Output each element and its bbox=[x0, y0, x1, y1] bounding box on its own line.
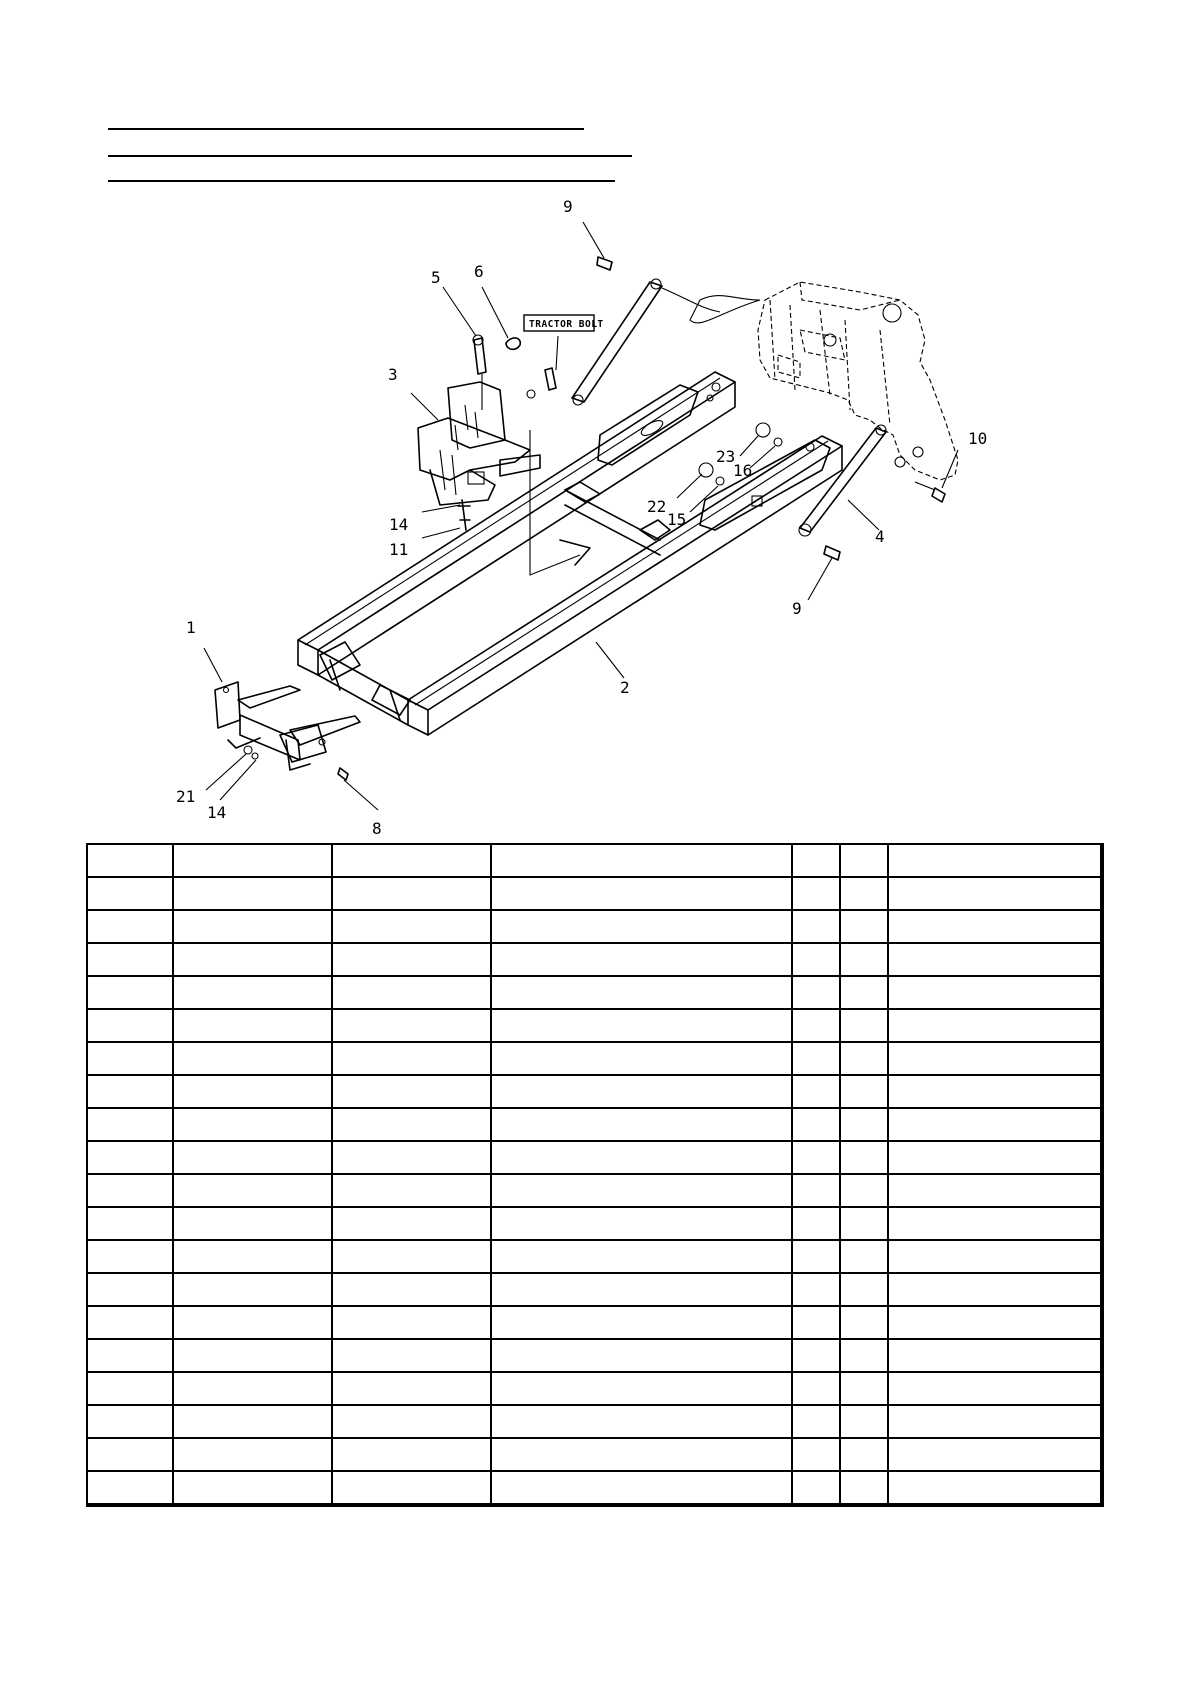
table-cell bbox=[332, 1141, 491, 1174]
table-cell bbox=[87, 1042, 173, 1075]
table-cell bbox=[332, 976, 491, 1009]
table-cell bbox=[792, 877, 840, 910]
callout-14-upper: 14 bbox=[389, 515, 409, 534]
table-cell bbox=[173, 1042, 332, 1075]
table-cell bbox=[840, 1273, 888, 1306]
table-cell bbox=[491, 1471, 792, 1505]
table-cell bbox=[491, 1141, 792, 1174]
table-cell bbox=[173, 877, 332, 910]
table-cell bbox=[792, 1372, 840, 1405]
table-cell bbox=[332, 910, 491, 943]
callout-3: 3 bbox=[388, 365, 398, 384]
assembly-arrow bbox=[530, 430, 590, 575]
table-cell bbox=[87, 1471, 173, 1505]
table-cell bbox=[840, 877, 888, 910]
table-cell bbox=[491, 1075, 792, 1108]
table-cell bbox=[87, 943, 173, 976]
table-cell bbox=[87, 1141, 173, 1174]
table-row bbox=[87, 976, 1102, 1009]
table-cell bbox=[87, 1273, 173, 1306]
table-cell bbox=[888, 1009, 1102, 1042]
table-cell bbox=[87, 877, 173, 910]
table-cell bbox=[888, 1339, 1102, 1372]
table-cell bbox=[491, 877, 792, 910]
table-cell bbox=[173, 943, 332, 976]
main-frame bbox=[298, 372, 842, 735]
tractor-bolt-tag-label: TRACTOR BOLT bbox=[529, 319, 604, 330]
table-cell bbox=[792, 1405, 840, 1438]
table-cell bbox=[332, 1207, 491, 1240]
table-cell bbox=[888, 1108, 1102, 1141]
table-cell bbox=[173, 1141, 332, 1174]
table-cell bbox=[792, 910, 840, 943]
table-cell bbox=[332, 1471, 491, 1505]
table-row bbox=[87, 1108, 1102, 1141]
table-cell bbox=[840, 1339, 888, 1372]
table-row bbox=[87, 1207, 1102, 1240]
table-cell bbox=[840, 910, 888, 943]
table-cell bbox=[173, 1075, 332, 1108]
table-cell bbox=[888, 877, 1102, 910]
table-cell bbox=[491, 1009, 792, 1042]
table-cell bbox=[491, 1438, 792, 1471]
table-cell bbox=[332, 1339, 491, 1372]
leader-lines bbox=[204, 222, 958, 810]
table-cell bbox=[332, 877, 491, 910]
table-row bbox=[87, 1339, 1102, 1372]
table-row bbox=[87, 1075, 1102, 1108]
callout-11: 11 bbox=[389, 540, 409, 559]
table-cell bbox=[840, 1207, 888, 1240]
table-cell bbox=[840, 1372, 888, 1405]
callout-6: 6 bbox=[474, 262, 484, 281]
table-cell bbox=[840, 1306, 888, 1339]
table-cell bbox=[491, 1339, 792, 1372]
table-cell bbox=[332, 1042, 491, 1075]
callout-23: 23 bbox=[716, 447, 736, 466]
table-cell bbox=[888, 1075, 1102, 1108]
table-cell bbox=[87, 1009, 173, 1042]
pin-10 bbox=[915, 482, 945, 502]
table-cell bbox=[87, 1306, 173, 1339]
callout-15: 15 bbox=[667, 510, 687, 529]
table-cell bbox=[87, 1075, 173, 1108]
table-cell bbox=[173, 1108, 332, 1141]
table-cell bbox=[173, 1372, 332, 1405]
callout-22: 22 bbox=[647, 497, 667, 516]
parts-list-body bbox=[87, 844, 1102, 1505]
table-cell bbox=[840, 1042, 888, 1075]
table-cell bbox=[888, 943, 1102, 976]
table-cell bbox=[173, 1009, 332, 1042]
table-cell bbox=[840, 943, 888, 976]
table-cell bbox=[173, 1471, 332, 1505]
table-cell bbox=[792, 976, 840, 1009]
table-cell bbox=[792, 844, 840, 877]
table-cell bbox=[792, 1042, 840, 1075]
table-cell bbox=[792, 1273, 840, 1306]
callout-2: 2 bbox=[620, 678, 630, 697]
table-cell bbox=[840, 1009, 888, 1042]
table-cell bbox=[332, 1009, 491, 1042]
table-row bbox=[87, 844, 1102, 877]
table-cell bbox=[87, 1339, 173, 1372]
table-cell bbox=[888, 1273, 1102, 1306]
table-cell bbox=[792, 1240, 840, 1273]
table-cell bbox=[840, 1141, 888, 1174]
pin-top bbox=[597, 257, 612, 270]
table-cell bbox=[173, 1339, 332, 1372]
table-cell bbox=[792, 1075, 840, 1108]
table-cell bbox=[332, 943, 491, 976]
table-row bbox=[87, 1042, 1102, 1075]
table-cell bbox=[491, 1306, 792, 1339]
pin-and-clip bbox=[473, 335, 520, 410]
table-cell bbox=[792, 1207, 840, 1240]
table-cell bbox=[840, 1438, 888, 1471]
front-receiver bbox=[215, 682, 360, 770]
table-row bbox=[87, 1174, 1102, 1207]
table-cell bbox=[888, 1306, 1102, 1339]
table-cell bbox=[87, 1207, 173, 1240]
table-cell bbox=[792, 1009, 840, 1042]
table-cell bbox=[173, 976, 332, 1009]
table-cell bbox=[332, 1075, 491, 1108]
callout-14-lower: 14 bbox=[207, 803, 227, 822]
table-cell bbox=[491, 943, 792, 976]
table-row bbox=[87, 1372, 1102, 1405]
table-cell bbox=[491, 844, 792, 877]
table-cell bbox=[87, 910, 173, 943]
table-cell bbox=[840, 1174, 888, 1207]
table-cell bbox=[491, 1207, 792, 1240]
callout-9-top: 9 bbox=[563, 197, 573, 216]
callout-4: 4 bbox=[875, 527, 885, 546]
table-cell bbox=[87, 1174, 173, 1207]
table-cell bbox=[332, 1240, 491, 1273]
table-cell bbox=[173, 1273, 332, 1306]
table-cell bbox=[332, 844, 491, 877]
table-cell bbox=[888, 1405, 1102, 1438]
table-cell bbox=[87, 1438, 173, 1471]
hitch-bracket bbox=[418, 382, 540, 505]
callout-1: 1 bbox=[186, 618, 196, 637]
table-cell bbox=[888, 1141, 1102, 1174]
table-cell bbox=[87, 976, 173, 1009]
table-row bbox=[87, 1471, 1102, 1505]
table-row bbox=[87, 877, 1102, 910]
table-cell bbox=[888, 910, 1102, 943]
table-row bbox=[87, 1306, 1102, 1339]
table-cell bbox=[87, 1240, 173, 1273]
table-cell bbox=[792, 1306, 840, 1339]
callout-21: 21 bbox=[176, 787, 196, 806]
table-cell bbox=[792, 1339, 840, 1372]
table-cell bbox=[332, 1306, 491, 1339]
table-row bbox=[87, 1141, 1102, 1174]
table-cell bbox=[491, 1108, 792, 1141]
table-cell bbox=[173, 1240, 332, 1273]
table-cell bbox=[87, 1405, 173, 1438]
table-cell bbox=[792, 943, 840, 976]
table-cell bbox=[173, 1405, 332, 1438]
table-cell bbox=[87, 1108, 173, 1141]
table-cell bbox=[87, 1372, 173, 1405]
table-row bbox=[87, 1240, 1102, 1273]
table-cell bbox=[332, 1108, 491, 1141]
table-cell bbox=[87, 844, 173, 877]
callout-8: 8 bbox=[372, 819, 382, 838]
table-cell bbox=[888, 1240, 1102, 1273]
table-cell bbox=[840, 1471, 888, 1505]
table-cell bbox=[491, 1273, 792, 1306]
table-cell bbox=[173, 1438, 332, 1471]
table-cell bbox=[888, 1372, 1102, 1405]
table-cell bbox=[888, 1174, 1102, 1207]
table-cell bbox=[888, 844, 1102, 877]
table-cell bbox=[332, 1273, 491, 1306]
table-cell bbox=[840, 844, 888, 877]
table-cell bbox=[491, 1042, 792, 1075]
table-cell bbox=[792, 1108, 840, 1141]
table-row bbox=[87, 1438, 1102, 1471]
table-cell bbox=[332, 1174, 491, 1207]
table-cell bbox=[888, 1471, 1102, 1505]
table-cell bbox=[491, 1405, 792, 1438]
callout-9-bottom: 9 bbox=[792, 599, 802, 618]
receiver-hardware bbox=[244, 746, 348, 780]
table-row bbox=[87, 1009, 1102, 1042]
callout-5: 5 bbox=[431, 268, 441, 287]
table-cell bbox=[792, 1471, 840, 1505]
table-row bbox=[87, 1273, 1102, 1306]
upper-link-arm bbox=[572, 279, 720, 405]
table-cell bbox=[332, 1438, 491, 1471]
table-cell bbox=[491, 1174, 792, 1207]
table-row bbox=[87, 910, 1102, 943]
table-cell bbox=[840, 1405, 888, 1438]
table-cell bbox=[173, 1207, 332, 1240]
table-cell bbox=[840, 1108, 888, 1141]
table-cell bbox=[792, 1141, 840, 1174]
table-cell bbox=[173, 1174, 332, 1207]
table-cell bbox=[888, 1438, 1102, 1471]
table-cell bbox=[840, 1240, 888, 1273]
table-cell bbox=[888, 976, 1102, 1009]
callout-16: 16 bbox=[733, 461, 753, 480]
table-cell bbox=[491, 1372, 792, 1405]
pin-bottom bbox=[824, 546, 840, 560]
table-row bbox=[87, 943, 1102, 976]
table-row bbox=[87, 1405, 1102, 1438]
table-cell bbox=[173, 910, 332, 943]
callout-10: 10 bbox=[968, 429, 988, 448]
parts-list-table bbox=[86, 843, 1104, 1507]
table-cell bbox=[332, 1372, 491, 1405]
table-cell bbox=[888, 1042, 1102, 1075]
table-cell bbox=[173, 844, 332, 877]
table-cell bbox=[173, 1306, 332, 1339]
table-cell bbox=[491, 976, 792, 1009]
table-cell bbox=[491, 1240, 792, 1273]
table-cell bbox=[332, 1405, 491, 1438]
table-cell bbox=[888, 1207, 1102, 1240]
table-cell bbox=[491, 910, 792, 943]
table-cell bbox=[840, 976, 888, 1009]
table-cell bbox=[792, 1438, 840, 1471]
exploded-parts-diagram bbox=[0, 0, 1190, 840]
table-cell bbox=[792, 1174, 840, 1207]
tractor-bolt bbox=[524, 315, 604, 398]
table-cell bbox=[840, 1075, 888, 1108]
